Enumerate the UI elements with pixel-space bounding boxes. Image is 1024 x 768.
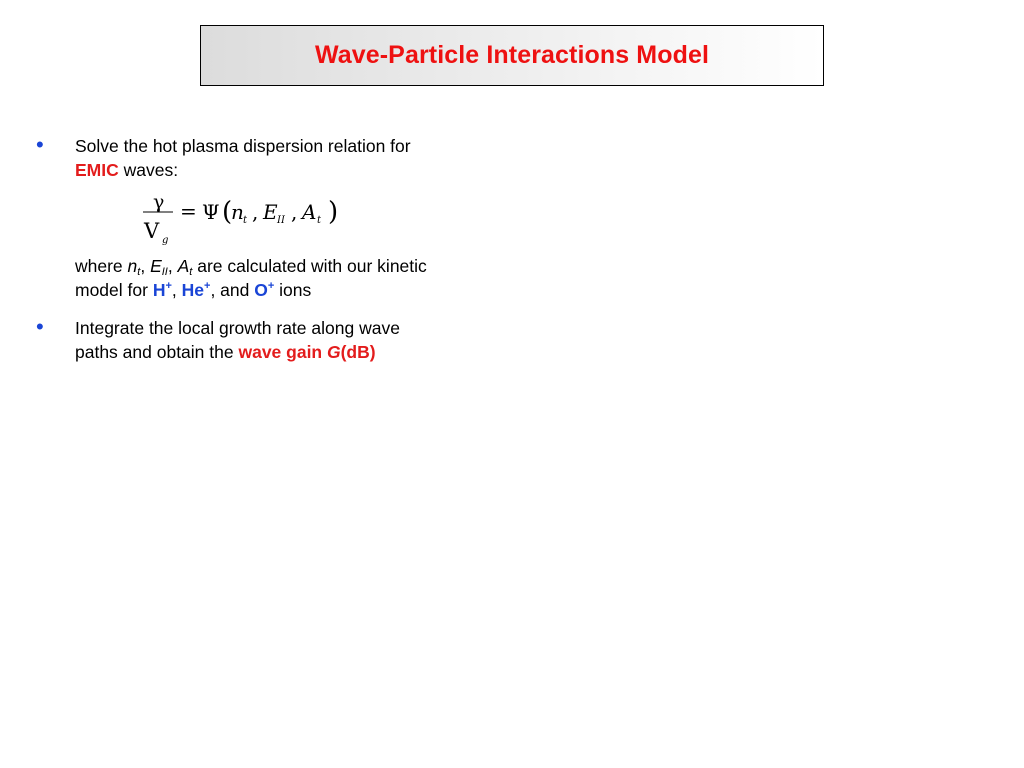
model-for-text: model for <box>75 280 153 300</box>
ion-h-charge: + <box>165 280 172 292</box>
var-e-sub: II <box>161 266 168 278</box>
eq-v: V <box>144 219 160 243</box>
gain-unit: (dB) <box>340 342 376 362</box>
eq-e-sub: II <box>277 215 285 226</box>
eq-a: A <box>302 200 317 224</box>
bullet-marker-1: • <box>36 132 44 157</box>
eq-v-sub: g <box>162 235 169 246</box>
where-line-2 <box>75 278 311 302</box>
eq-equals: = <box>180 199 197 223</box>
eq-n: n <box>231 200 244 224</box>
gain-symbol: G <box>326 342 341 362</box>
eq-close-paren: ) <box>328 197 339 227</box>
wave-gain-term: wave gain <box>238 342 327 362</box>
bullet-2-line-1 <box>75 316 400 340</box>
bullet-marker-2: • <box>36 314 44 339</box>
sep-1: , <box>140 256 151 276</box>
bullet-2-text-2: paths and obtain the <box>75 342 239 362</box>
slide-title: Wave-Particle Interactions Model <box>314 41 710 69</box>
and-text: , and <box>210 280 255 300</box>
var-n: n <box>127 256 138 276</box>
dispersion-equation <box>138 188 348 250</box>
emic-term: EMIC <box>75 160 119 180</box>
bullet-1-line-2 <box>75 158 178 182</box>
where-line-1 <box>75 254 427 278</box>
eq-psi: Ψ <box>202 200 220 224</box>
var-n-sub: t <box>137 266 141 278</box>
bullet-1-line-1 <box>75 134 411 158</box>
equation-svg <box>138 188 348 250</box>
eq-comma-2: , <box>291 200 298 224</box>
eq-comma-1: , <box>252 200 259 224</box>
bullet-2-text: Integrate the local growth rate along wave <box>75 318 400 338</box>
ions-text: ions <box>274 280 312 300</box>
sep-2: , <box>167 256 178 276</box>
ion-he-charge: + <box>204 280 211 292</box>
eq-n-sub: t <box>243 215 248 226</box>
eq-a-sub: t <box>317 215 322 226</box>
var-e: E <box>150 256 162 276</box>
where-rest: are calculated with our kinetic <box>192 256 427 276</box>
eq-open-paren: ( <box>222 197 233 227</box>
comma-text: , <box>171 280 182 300</box>
ion-he: He <box>181 280 204 300</box>
ion-o-charge: + <box>267 280 275 292</box>
ion-h: H <box>152 280 166 300</box>
title-box <box>200 25 824 86</box>
eq-e: E <box>263 200 278 224</box>
var-a: A <box>177 256 190 276</box>
waves-text: waves: <box>118 160 179 180</box>
bullet-1-text: Solve the hot plasma dispersion relation for <box>75 136 411 156</box>
eq-gamma: γ <box>153 191 165 213</box>
ion-o: O <box>254 280 268 300</box>
where-word: where <box>75 256 128 276</box>
var-a-sub: t <box>189 266 193 278</box>
bullet-2-line-2 <box>75 340 376 364</box>
